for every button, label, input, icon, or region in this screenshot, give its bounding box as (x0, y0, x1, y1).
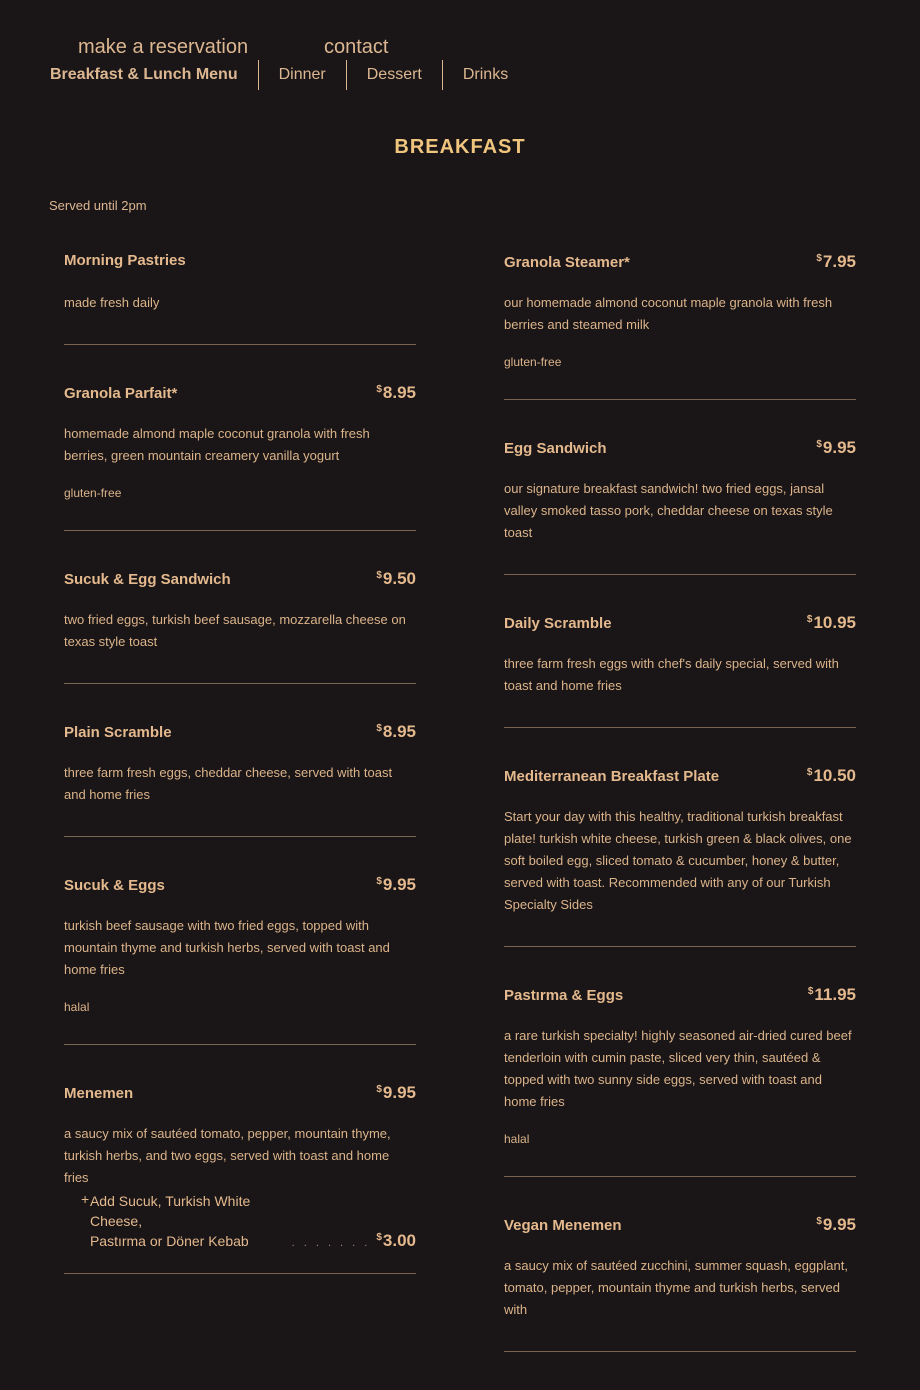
menu-column-right (504, 252, 856, 1390)
menu-item (504, 438, 856, 575)
menu-item (504, 985, 856, 1177)
tab-dinner[interactable]: Dinner (258, 60, 346, 90)
menu-item-header (64, 1083, 416, 1107)
add-on-line: Add Sucuk, Turkish White Cheese, (89, 1193, 251, 1229)
currency-symbol: $ (806, 614, 813, 625)
menu-item-header (64, 722, 416, 746)
price-value: 10.95 (813, 613, 856, 632)
menu-item-name: Pastırma & Eggs (504, 987, 624, 1004)
top-links (78, 36, 388, 59)
menu-item-header (504, 438, 856, 462)
menu-item (504, 252, 856, 400)
menu-item-description: homemade almond maple coconut granola with fresh berries, green mountain creamery vanilla yogurt (64, 426, 370, 463)
menu-item-description: Start your day with this healthy, traditional turkish breakfast plate! turkish white cheese, turkish green & black olives, one soft boiled egg, sliced tomato & cucumber, honey & butter, served with toast. Recommended with any of our Turkish Specialty Sides (504, 809, 852, 912)
menu-item-description: three farm fresh eggs with chef's daily special, served with toast and home fries (504, 656, 839, 693)
menu-item-header (504, 252, 856, 276)
menu-item-description: turkish beef sausage with two fried eggs, topped with mountain thyme and turkish herbs, served with toast and home fries (64, 918, 390, 977)
menu-item-price (808, 985, 856, 1005)
price-value: 9.95 (822, 438, 856, 457)
menu-item-header (64, 252, 416, 276)
currency-symbol: $ (816, 439, 822, 450)
menu-item-name: Mediterranean Breakfast Plate (504, 768, 720, 785)
menu-item (64, 569, 416, 684)
add-on-option (64, 1191, 416, 1251)
menu-item-price (816, 252, 856, 272)
menu-item (504, 1215, 856, 1352)
menu-item-description: a rare turkish specialty! highly seasoned air-dried cured beef tenderloin with cumin paste, sliced very thin, sautéed & topped with two sunny side eggs, served with toast and home fries (504, 1028, 852, 1109)
price-value: 9.95 (382, 875, 416, 894)
menu-item-header (504, 985, 856, 1009)
tab-dessert[interactable]: Dessert (346, 60, 442, 90)
currency-symbol: $ (376, 876, 382, 887)
menu-item-description: our signature breakfast sandwich! two fried eggs, jansal valley smoked tasso pork, cheddar cheese on texas style toast (504, 481, 833, 540)
plus-icon: + (81, 1191, 90, 1207)
menu-tabs (50, 60, 528, 90)
price-value: 10.50 (813, 766, 856, 785)
menu-item-price (376, 383, 416, 403)
menu-item-name: Egg Sandwich (504, 440, 607, 457)
section-note: Served until 2pm (49, 198, 147, 213)
menu-item-header (504, 613, 856, 637)
menu-item-name: Daily Scramble (504, 615, 612, 632)
menu-item (64, 1083, 416, 1274)
currency-symbol: $ (376, 1084, 382, 1095)
tab-breakfast-lunch[interactable]: Breakfast & Lunch Menu (50, 66, 238, 83)
dietary-tag: halal (504, 1132, 530, 1146)
make-reservation-link[interactable]: make a reservation (78, 36, 249, 58)
currency-symbol: $ (816, 253, 822, 264)
menu-item-description: three farm fresh eggs, cheddar cheese, served with toast and home fries (64, 765, 393, 802)
menu-item-price (376, 875, 416, 895)
menu-item-name: Sucuk & Egg Sandwich (64, 571, 231, 588)
menu-item-price (807, 766, 856, 786)
contact-link[interactable]: contact (324, 36, 389, 58)
menu-item-name: Plain Scramble (64, 724, 172, 741)
menu-item-name: Menemen (64, 1085, 134, 1102)
menu-item-name: Morning Pastries (64, 252, 186, 269)
price-value: 9.50 (382, 569, 416, 588)
menu-column-left (64, 252, 416, 1312)
price-value: 9.95 (822, 1215, 856, 1234)
price-value: 8.95 (382, 722, 416, 741)
currency-symbol: $ (376, 384, 382, 395)
menu-item-header (504, 766, 856, 790)
tab-drinks[interactable]: Drinks (442, 60, 528, 90)
menu-item (504, 613, 856, 728)
currency-symbol: $ (376, 723, 382, 734)
menu-item-description: our homemade almond coconut maple granola with fresh berries and steamed milk (504, 295, 833, 332)
menu-item-name: Sucuk & Eggs (64, 877, 165, 894)
menu-item-name: Granola Parfait* (64, 385, 178, 402)
menu-item-header (64, 569, 416, 593)
currency-symbol: $ (806, 767, 813, 778)
menu-item-description: a saucy mix of sautéed tomato, pepper, mountain thyme, turkish herbs, and two eggs, served with toast and home fries (64, 1126, 391, 1185)
currency-symbol: $ (807, 986, 814, 997)
section-title: BREAKFAST (394, 136, 526, 158)
price-value: 8.95 (382, 383, 416, 402)
menu-item-name: Granola Steamer* (504, 254, 630, 271)
price-value: 7.95 (822, 252, 856, 271)
menu-item-price (376, 1083, 416, 1103)
menu-item (64, 252, 416, 345)
menu-item-header (504, 1215, 856, 1239)
price-value: 3.00 (382, 1231, 416, 1250)
menu-item-header (64, 383, 416, 407)
menu-item-price (807, 613, 856, 633)
price-value: 11.95 (814, 985, 856, 1004)
menu-item-description: a saucy mix of sautéed zucchini, summer squash, eggplant, tomato, pepper, mountain thyme and turkish herbs, served with (504, 1258, 848, 1317)
dietary-tag: gluten-free (64, 486, 122, 500)
currency-symbol: $ (376, 1232, 382, 1243)
menu-item-price (376, 722, 416, 742)
currency-symbol: $ (816, 1216, 822, 1227)
menu-item-price (376, 569, 416, 589)
add-on-line: Pastırma or Döner Kebab (89, 1233, 249, 1249)
menu-item-header (64, 875, 416, 899)
menu-item (64, 722, 416, 837)
add-on-price (376, 1231, 416, 1251)
menu-item (64, 383, 416, 531)
dietary-tag: halal (64, 1000, 90, 1014)
menu-item (504, 766, 856, 947)
price-value: 9.95 (382, 1083, 416, 1102)
menu-item (64, 875, 416, 1045)
currency-symbol: $ (376, 570, 382, 581)
add-on-text (90, 1191, 284, 1251)
dietary-tag: gluten-free (504, 355, 562, 369)
menu-item-name: Vegan Menemen (504, 1217, 622, 1234)
menu-item-description: two fried eggs, turkish beef sausage, mozzarella cheese on texas style toast (64, 612, 406, 649)
leader-dots: . . . . . . . (291, 1237, 371, 1249)
menu-item-price (816, 438, 856, 458)
menu-item-description: made fresh daily (64, 295, 160, 310)
menu-item-price (816, 1215, 856, 1235)
